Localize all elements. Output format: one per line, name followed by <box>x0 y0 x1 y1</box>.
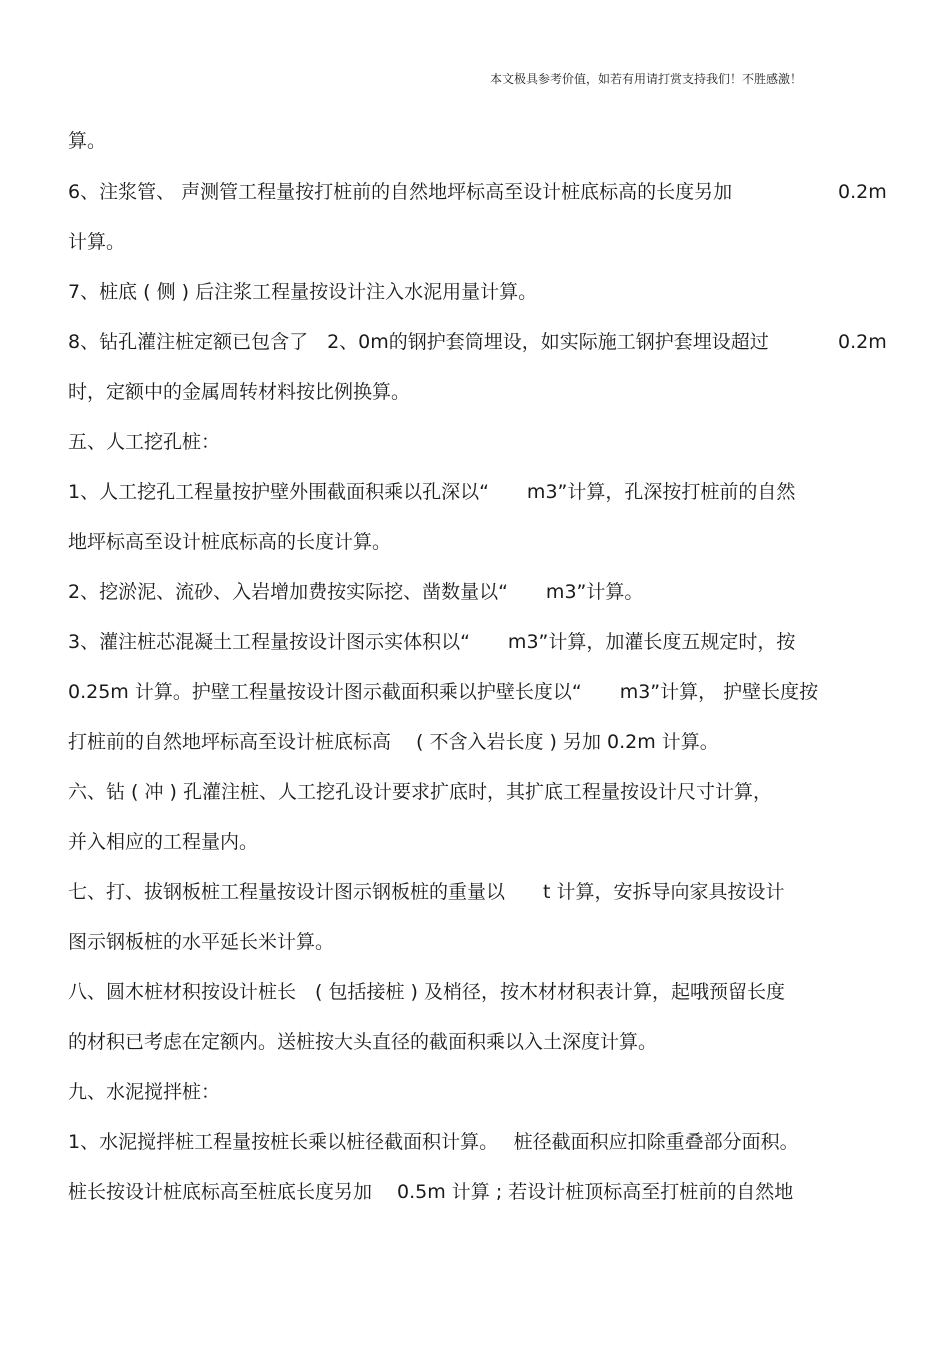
text-line: 计算。 <box>68 231 126 253</box>
text-line: 地坪标高至设计桩底标高的长度计算。 <box>68 531 392 553</box>
text-line: 1、水泥搅拌桩工程量按桩长乘以桩径截面积计算。 桩径截面积应扣除重叠部分面积。 <box>68 1131 799 1153</box>
section-heading: 五、人工挖孔桩： <box>68 431 221 453</box>
text-line-tail: 0.2m <box>838 331 887 353</box>
section-heading: 七、打、拔钢板桩工程量按设计图示钢板桩的重量以 t 计算，安拆导向家具按设计 <box>68 881 785 903</box>
text-line: 1、人工挖孔工程量按护壁外围截面积乘以孔深以“ m3”计算，孔深按打桩前的自然 <box>68 481 796 503</box>
header-note: 本文极具参考价值，如若有用请打赏支持我们！不胜感激！ <box>490 72 803 86</box>
text-line: 并入相应的工程量内。 <box>68 831 259 853</box>
text-line: 打桩前的自然地坪标高至设计桩底标高 ( 不含入岩长度 ) 另加 0.2m 计算。 <box>68 731 719 753</box>
text-line: 3、灌注桩芯混凝土工程量按设计图示实体积以“ m3”计算，加灌长度五规定时，按 <box>68 631 796 653</box>
text-line: 8、钻孔灌注桩定额已包含了 2、0m的钢护套筒埋设，如实际施工钢护套埋设超过 <box>68 331 769 353</box>
text-line: 的材积已考虑在定额内。送桩按大头直径的截面积乘以入土深度计算。 <box>68 1031 658 1053</box>
section-heading: 六、钻 ( 冲 ) 孔灌注桩、人工挖孔设计要求扩底时，其扩底工程量按设计尺寸计算， <box>68 781 772 803</box>
text-line: 图示钢板桩的水平延长米计算。 <box>68 931 335 953</box>
text-line: 2、挖淤泥、流砂、入岩增加费按实际挖、凿数量以“ m3”计算。 <box>68 581 644 603</box>
section-heading: 八、圆木桩材积按设计桩长 ( 包括接桩 ) 及梢径，按木材材积表计算，起哦预留长度 <box>68 981 785 1003</box>
text-line: 桩长按设计桩底标高至桩底长度另加 0.5m 计算 ; 若设计桩顶标高至打桩前的自然地 <box>68 1181 794 1203</box>
text-line-tail: 0.2m <box>838 181 887 203</box>
section-heading: 九、水泥搅拌桩： <box>68 1081 221 1103</box>
text-line: 6、注浆管、 声测管工程量按打桩前的自然地坪标高至设计桩底标高的长度另加 <box>68 181 733 203</box>
text-line: 时，定额中的金属周转材料按比例换算。 <box>68 381 411 403</box>
text-line: 0.25m 计算。护壁工程量按设计图示截面积乘以护壁长度以“ m3”计算， 护壁长度按 <box>68 681 819 703</box>
text-line: 算。 <box>68 130 107 152</box>
text-line: 7、桩底 ( 侧 ) 后注浆工程量按设计注入水泥用量计算。 <box>68 281 538 303</box>
